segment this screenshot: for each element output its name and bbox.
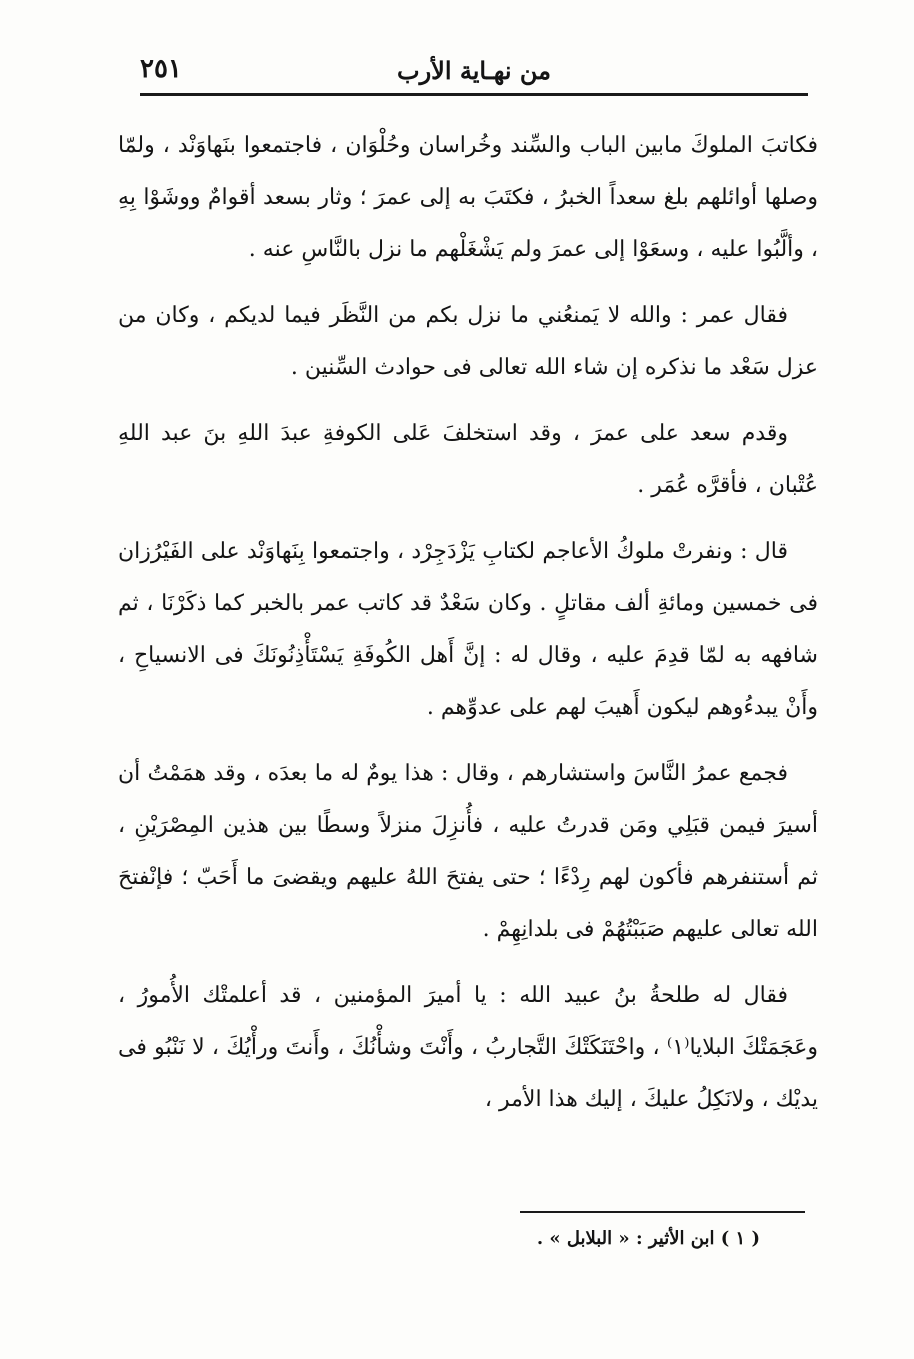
paragraph: قال : ونفرتْ ملوكُ الأعاجم لكتابِ يَزْدَجِرْد ، واجتمعوا بِنَهاوَنْد على الفَيْرُزان فى خمسين ومائةِ ألف مقاتلٍ . وكان سَعْدٌ قد كاتب عمر بالخبر كما ذكَرْنَا ، ثم شافهه به لمّا قدِمَ عليه ، وقال له : إنَّ أَهل الكُوفَةِ يَسْتَأْذِنُونَكَ فى الانسياحِ ، وأَنْ يبدءُوهم ليكون أَهيبَ لهم على عدوِّهم . (118, 539, 818, 720)
header-rule (140, 93, 808, 96)
paragraph: فجمع عمرُ النَّاسَ واستشارهم ، وقال : هذا يومٌ له ما بعدَه ، وقد همَمْتُ أن أسيرَ فيمن قبَلِي ومَن قدرتُ عليه ، فأُنزِلَ منزلاً وسطًا بين هذين المِصْرَيْنِ ، ثم أستنفرهم فأكون لهم رِدْءًا ؛ حتى يفتحَ اللهُ عليهم ويقضىَ ما أَحَبّ ؛ فإنْفتحَ الله تعالى عليهم صَبَبْتُهُمْ فى بلدانِهِمْ . (118, 761, 818, 942)
footnote: ( ١ ) ابن الأثير : « البلابل » . (536, 1228, 760, 1249)
paragraph: فكاتبَ الملوكَ مابين الباب والسِّند وخُراسان وحُلْوَان ، فاجتمعوا بنَهاوَنْد ، ولمّا وصلها أوائلهم بلغ سعداً الخبرُ ، فكتَبَ به إلى عمرَ ؛ وثار بسعد أقوامٌ ووشَوْا بِهِ ، وألَّبُوا عليه ، وسعَوْا إلى عمرَ ولم يَشْغَلْهم ما نزل بالنَّاسِ عنه . (118, 133, 818, 262)
page-number: ٢٥١ (140, 54, 182, 84)
paragraph: فقال له طلحةُ بنُ عبيد الله : يا أميرَ المؤمنين ، قد أعلمتْك الأُمورُ ، وعَجَمَتْكَ البلايا⁽١⁾ ، واحْتَنَكَتْكَ التَّجاربُ ، وأَنْتَ وشأْنُكَ ، وأَنتَ ورأْيُكَ ، لا نَنْبُو فى يديْك ، ولانَكِلُ عليكَ ، إليك هذا الأمر ، (118, 983, 818, 1112)
running-title: من نهـاية الأرب (396, 56, 551, 85)
paragraph: وقدم سعد على عمرَ ، وقد استخلفَ عَلى الكوفةِ عبدَ اللهِ بنَ عبد اللهِ عُتْبان ، فأقرَّه عُمَر . (118, 421, 818, 498)
footnote-rule (520, 1211, 805, 1213)
paragraph: فقال عمر : والله لا يَمنعُني ما نزل بكم من النَّظَر فيما لديكم ، وكان من عزل سَعْد ما نذكره إن شاء الله تعالى فى حوادث السِّنين . (118, 303, 818, 380)
page-header (140, 52, 808, 92)
body-text (118, 120, 818, 1140)
